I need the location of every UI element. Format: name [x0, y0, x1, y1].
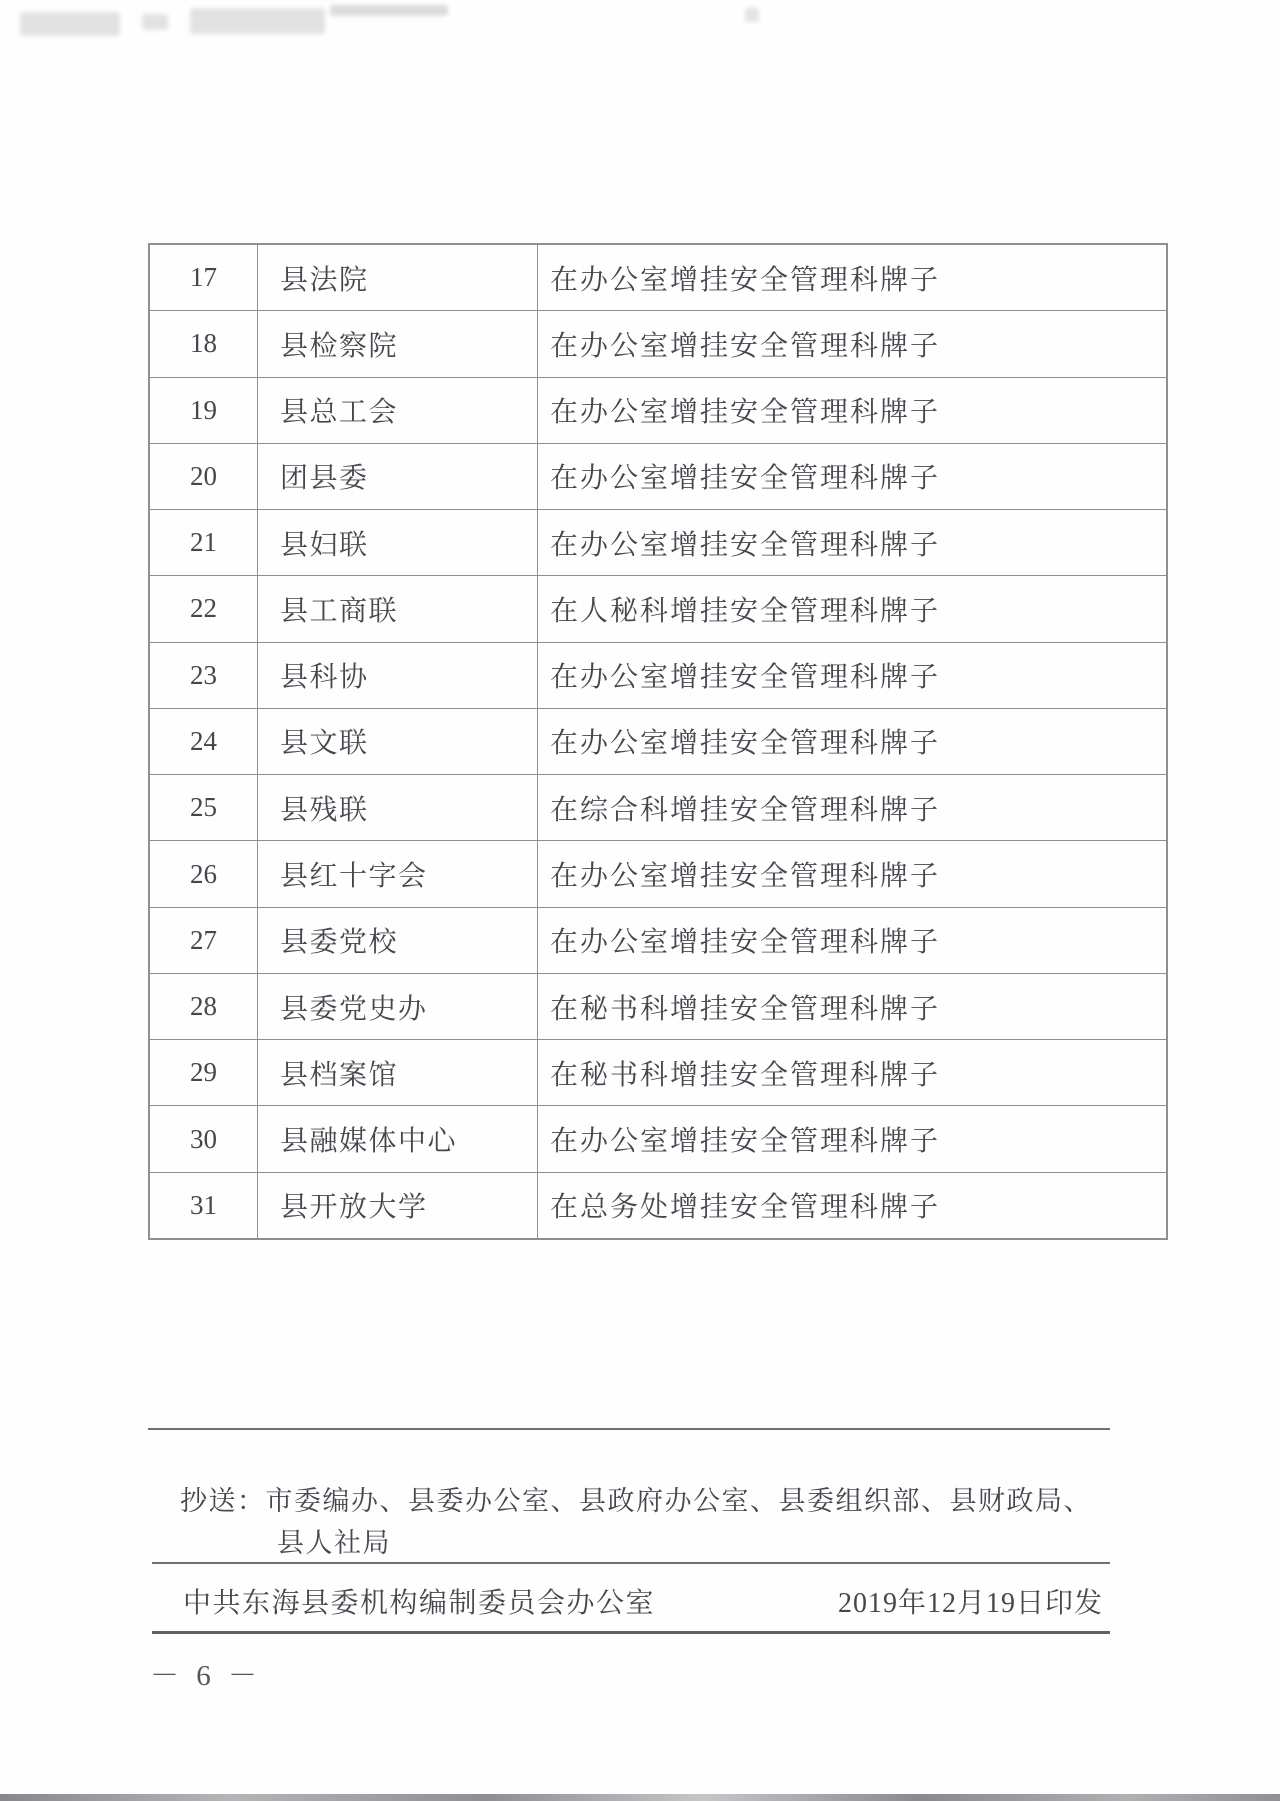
- placard-action: 在综合科增挂安全管理科牌子: [550, 794, 941, 826]
- org-name: 县法院: [258, 245, 538, 310]
- table-row: [150, 709, 1166, 775]
- print-date: 2019年12月19日印发: [838, 1588, 1104, 1619]
- row-number: 22: [150, 576, 258, 641]
- scan-smudge: [142, 14, 168, 30]
- row-number: 26: [150, 841, 258, 906]
- scan-smudge: [745, 8, 759, 22]
- table-row: [150, 908, 1166, 974]
- placard-action: 在办公室增挂安全管理科牌子: [550, 330, 941, 362]
- placard-action: 在办公室增挂安全管理科牌子: [550, 264, 941, 296]
- scan-smudge: [20, 12, 120, 36]
- copy-to-label: 抄送：: [180, 1486, 266, 1516]
- org-name: 县工商联: [258, 576, 538, 641]
- copy-to-line: [180, 1479, 1092, 1518]
- table-row: [150, 841, 1166, 907]
- row-number: 24: [150, 709, 258, 774]
- row-number: 18: [150, 311, 258, 376]
- org-name: 县总工会: [258, 378, 538, 443]
- copy-to-recipients-line1: 市委编办、县委办公室、县政府办公室、县委组织部、县财政局、: [265, 1486, 1092, 1516]
- row-number: 19: [150, 378, 258, 443]
- org-name: 县检察院: [258, 311, 538, 376]
- table-row: [150, 974, 1166, 1040]
- row-number: 21: [150, 510, 258, 575]
- row-number: 20: [150, 444, 258, 509]
- row-number: 25: [150, 775, 258, 840]
- org-name: 县红十字会: [258, 841, 538, 906]
- table-row: [150, 1173, 1166, 1238]
- table-row: [150, 245, 1166, 311]
- org-name: 团县委: [258, 444, 538, 509]
- table-row: [150, 311, 1166, 377]
- table-row: [150, 775, 1166, 841]
- placard-action: 在人秘科增挂安全管理科牌子: [550, 595, 941, 627]
- row-number: 28: [150, 974, 258, 1039]
- org-name: 县妇联: [258, 510, 538, 575]
- placard-action: 在办公室增挂安全管理科牌子: [550, 728, 941, 760]
- placard-action: 在办公室增挂安全管理科牌子: [550, 529, 941, 561]
- org-name: 县文联: [258, 709, 538, 774]
- copy-to-recipients-line2: 县人社局: [277, 1528, 391, 1558]
- scan-smudge: [330, 5, 448, 16]
- placard-action: 在总务处增挂安全管理科牌子: [550, 1192, 941, 1224]
- table-row: [150, 1106, 1166, 1172]
- row-number: 30: [150, 1106, 258, 1171]
- placard-action: 在办公室增挂安全管理科牌子: [550, 662, 941, 694]
- separator-rule-middle: [152, 1562, 1110, 1564]
- table-row: [150, 1040, 1166, 1106]
- org-name: 县开放大学: [258, 1173, 538, 1238]
- scan-edge-strip: [0, 1794, 1280, 1801]
- org-name: 县档案馆: [258, 1040, 538, 1105]
- org-name: 县残联: [258, 775, 538, 840]
- separator-rule-top: [148, 1428, 1110, 1430]
- row-number: 31: [150, 1173, 258, 1238]
- placard-action: 在办公室增挂安全管理科牌子: [550, 861, 941, 893]
- issuing-office: 中共东海县委机构编制委员会办公室: [183, 1588, 656, 1619]
- row-number: 29: [150, 1040, 258, 1105]
- org-name: 县融媒体中心: [258, 1106, 538, 1171]
- placards-table: [148, 243, 1168, 1240]
- placard-action: 在办公室增挂安全管理科牌子: [550, 927, 941, 959]
- table-row: [150, 378, 1166, 444]
- placard-action: 在秘书科增挂安全管理科牌子: [550, 1059, 941, 1091]
- placard-action: 在办公室增挂安全管理科牌子: [550, 1126, 941, 1158]
- row-number: 27: [150, 908, 258, 973]
- scan-smudge: [190, 8, 325, 34]
- placard-action: 在秘书科增挂安全管理科牌子: [550, 993, 941, 1025]
- placard-action: 在办公室增挂安全管理科牌子: [550, 463, 941, 495]
- org-name: 县委党校: [258, 908, 538, 973]
- org-name: 县委党史办: [258, 974, 538, 1039]
- row-number: 23: [150, 643, 258, 708]
- separator-rule-bottom: [152, 1631, 1110, 1634]
- org-name: 县科协: [258, 643, 538, 708]
- placard-action: 在办公室增挂安全管理科牌子: [550, 397, 941, 429]
- table-row: [150, 576, 1166, 642]
- table-row: [150, 444, 1166, 510]
- page-number: － 6 －: [150, 1660, 263, 1692]
- table-row: [150, 643, 1166, 709]
- row-number: 17: [150, 245, 258, 310]
- table-row: [150, 510, 1166, 576]
